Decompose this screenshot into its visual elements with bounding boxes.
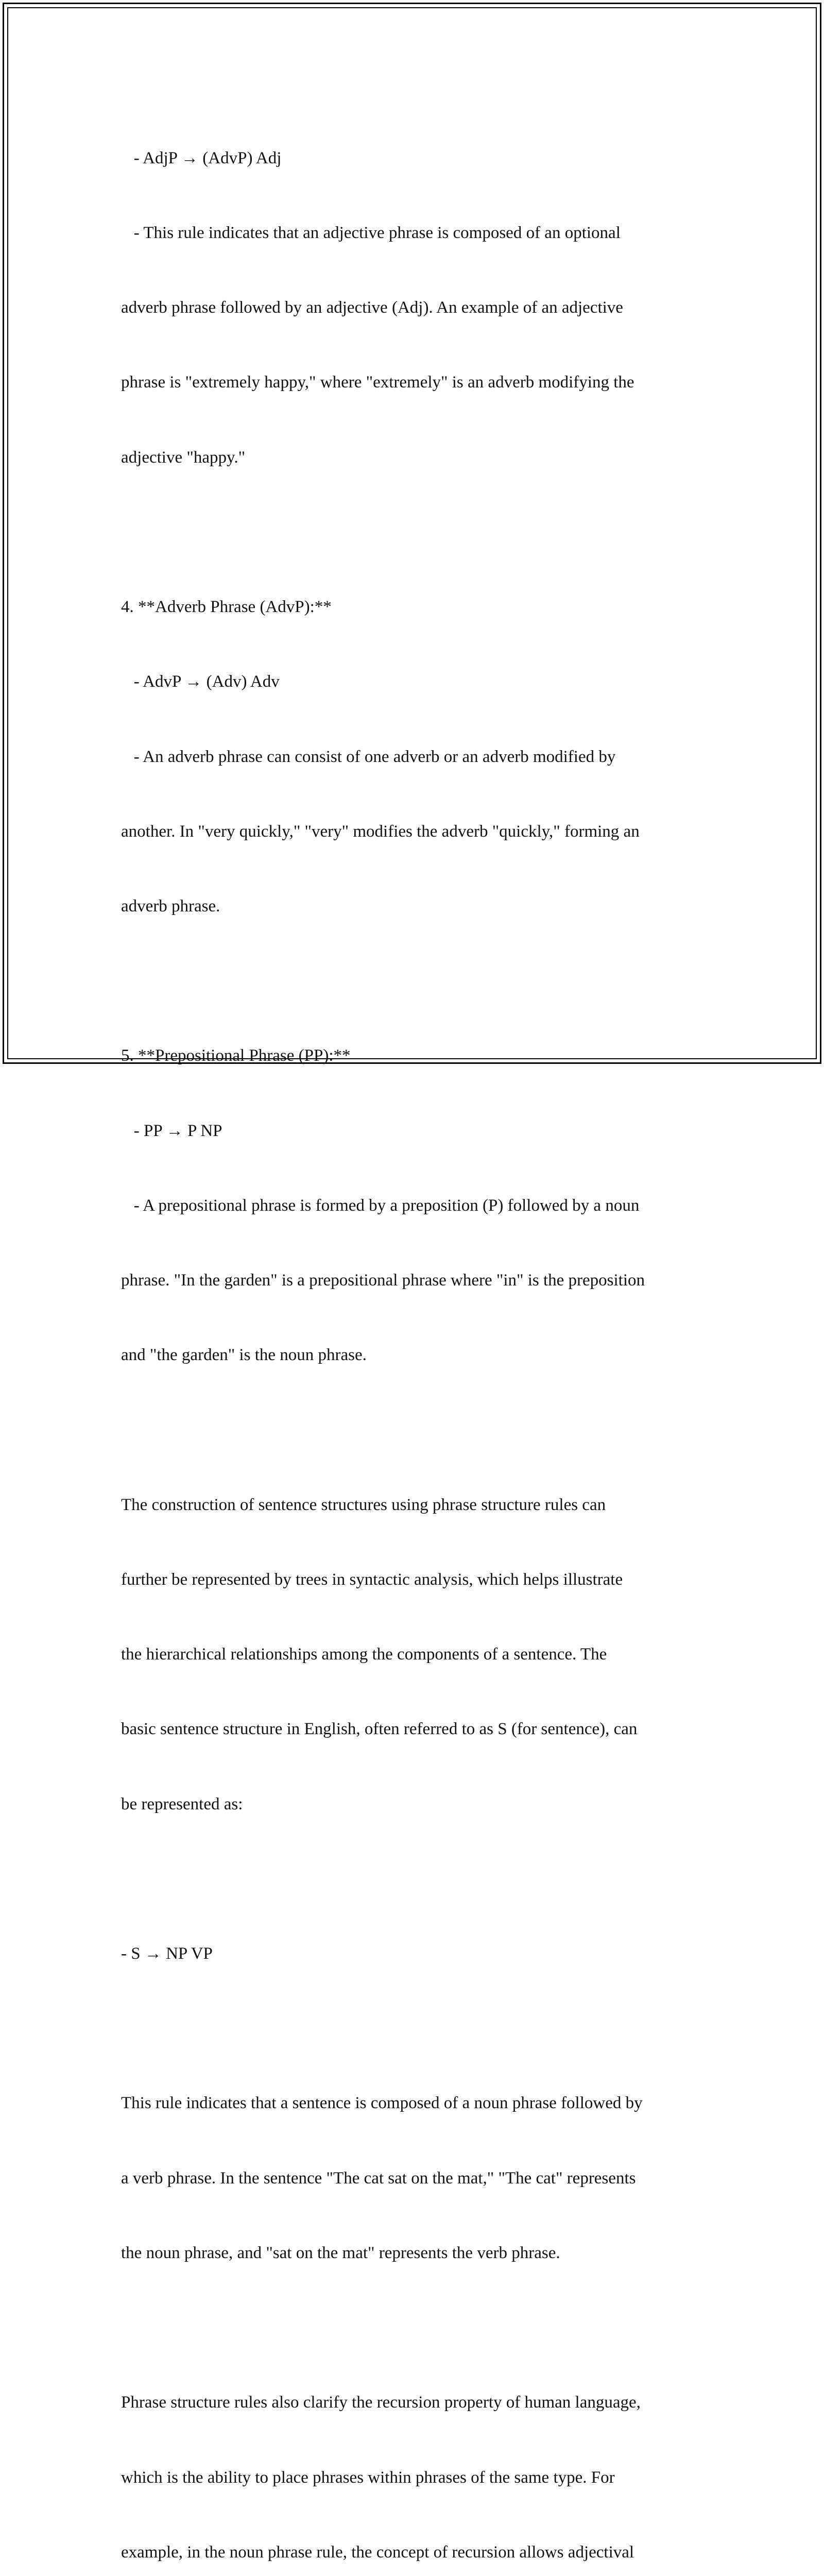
text-line: adjective "happy."	[121, 448, 246, 467]
paragraph-line: Phrase structure rules also clarify the recursion property of human language,	[121, 2393, 641, 2412]
text-line: - This rule indicates that an adjective phrase is composed of an optional	[121, 224, 621, 243]
paragraph-line: be represented as:	[121, 1794, 243, 1814]
text-line: - AdjP → (AdvP) Adj	[121, 148, 282, 167]
text-line: another. In "very quickly," "very" modifies the adverb "quickly," forming an	[121, 822, 640, 841]
paragraph-line: a verb phrase. In the sentence "The cat sat on the mat," "The cat" represents	[121, 2168, 636, 2188]
paragraph-line: This rule indicates that a sentence is composed of a noun phrase followed by	[121, 2094, 643, 2113]
text-line: - PP → P NP	[121, 1121, 222, 1140]
text-line: and "the garden" is the noun phrase.	[121, 1346, 367, 1365]
text-line: - A prepositional phrase is formed by a preposition (P) followed by a noun	[121, 1196, 640, 1215]
blank-line	[121, 520, 729, 545]
text-line: phrase is "extremely happy," where "extremely" is an adverb modifying the	[121, 373, 634, 392]
rule-line: - S → NP VP	[121, 1944, 213, 1963]
document-body	[121, 96, 729, 2576]
paragraph-line: which is the ability to place phrases within phrases of the same type. For	[121, 2468, 615, 2487]
blank-line	[121, 1867, 729, 1891]
paragraph-line: The construction of sentence structures using phrase structure rules can	[121, 1495, 606, 1514]
text-line: - AdvP → (Adv) Adv	[121, 672, 280, 691]
text-line: - An adverb phrase can consist of one adverb or an adverb modified by	[121, 747, 616, 766]
text-line: phrase. "In the garden" is a prepositional phrase where "in" is the preposition	[121, 1271, 645, 1290]
paragraph-line: basic sentence structure in English, often referred to as S (for sentence), can	[121, 1720, 638, 1739]
text-line: adverb phrase followed by an adjective (Adj). An example of an adjective	[121, 298, 623, 317]
paragraph-line: the hierarchical relationships among the components of a sentence. The	[121, 1645, 607, 1664]
paragraph-line: further be represented by trees in syntactic analysis, which helps illustrate	[121, 1570, 623, 1589]
blank-line	[121, 969, 729, 993]
blank-line	[121, 1418, 729, 1443]
paragraph-line: example, in the noun phrase rule, the concept of recursion allows adjectival	[121, 2543, 634, 2562]
paragraph-line: the noun phrase, and "sat on the mat" represents the verb phrase.	[121, 2243, 560, 2262]
section-heading: 5. **Prepositional Phrase (PP):**	[121, 1046, 351, 1065]
blank-line	[121, 2315, 729, 2340]
text-line: adverb phrase.	[121, 896, 220, 916]
section-heading: 4. **Adverb Phrase (AdvP):**	[121, 598, 332, 617]
blank-line	[121, 2016, 729, 2041]
